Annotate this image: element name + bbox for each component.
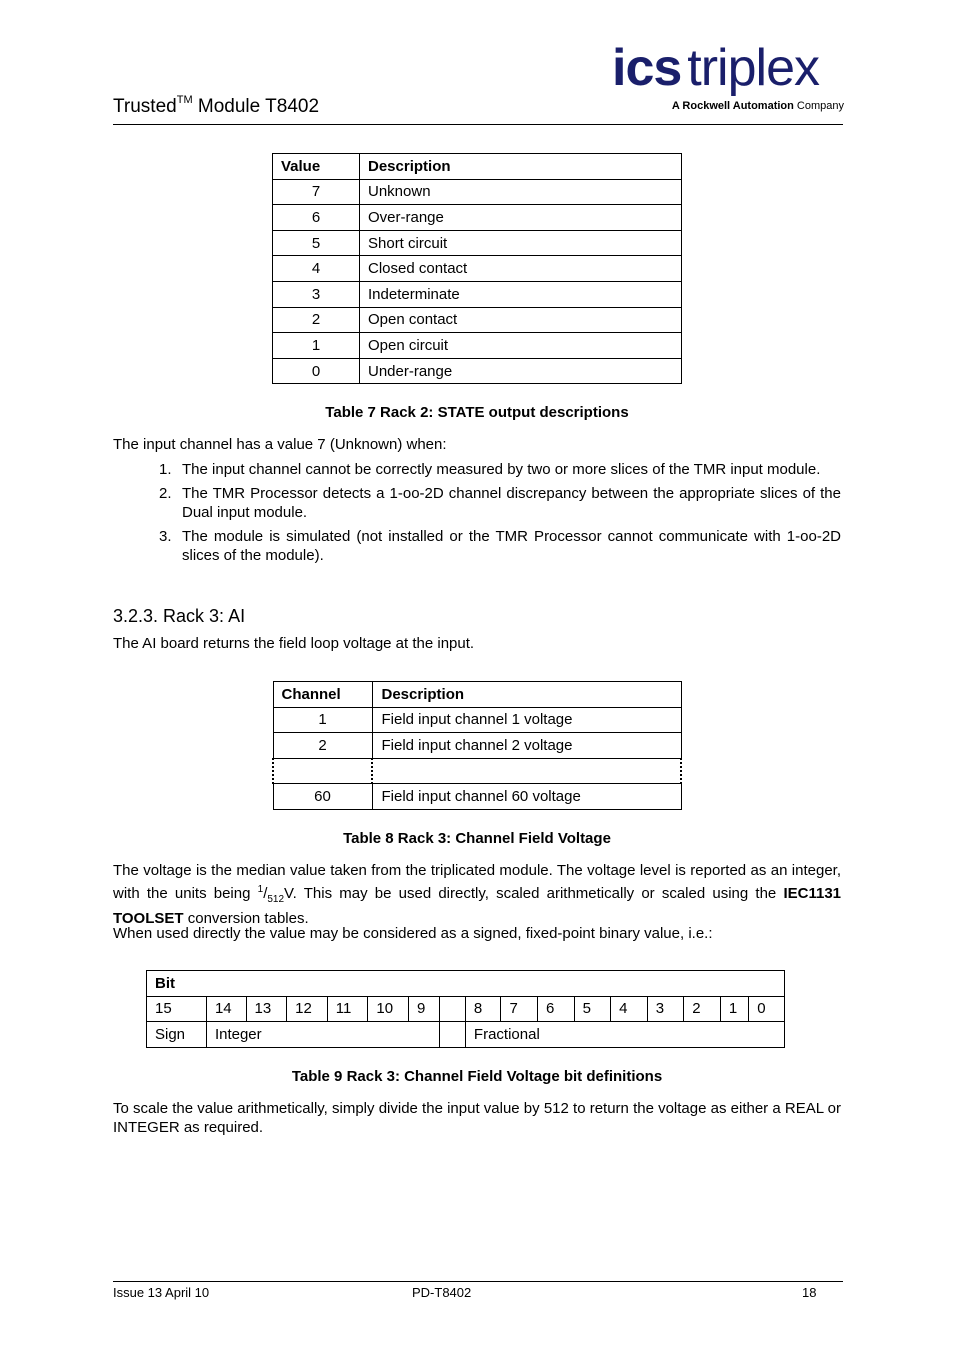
bit-cell: 1: [720, 996, 748, 1022]
logo-triplex-text: triplex: [687, 39, 820, 97]
description-cell: Field input channel 60 voltage: [372, 784, 681, 810]
bit-cell: 4: [611, 996, 648, 1022]
value-cell: 1: [273, 333, 360, 359]
value-cell: 6: [273, 205, 360, 231]
unknown-conditions-list: [159, 460, 841, 570]
scale-paragraph: To scale the value arithmetically, simply divide the input value by 512 to return the voltage as either a REAL or INTEGER as required.: [113, 1100, 841, 1136]
bit-cell: 13: [246, 996, 287, 1022]
value-cell: 0: [273, 358, 360, 384]
table-header-row: [273, 154, 682, 180]
footer-page-number: 18: [802, 1285, 817, 1300]
column-header: Description: [372, 682, 681, 708]
bit-cell: 11: [327, 996, 368, 1022]
footer-rule: [113, 1281, 843, 1282]
table-row: [273, 733, 681, 759]
table-row: [273, 307, 682, 333]
value-cell: 5: [273, 230, 360, 256]
description-cell: Closed contact: [360, 256, 682, 282]
table-header-row: [147, 971, 785, 997]
bit-cell: 5: [574, 996, 611, 1022]
table8-caption: Table 8 Rack 3: Channel Field Voltage: [343, 830, 611, 847]
ellipsis-row: [273, 758, 681, 784]
footer-doc-id: PD-T8402: [412, 1285, 472, 1300]
bit-spacer-cell: [439, 1022, 465, 1048]
integer-cell: Integer: [206, 1022, 439, 1048]
page-header-title: Trusted™ Module T8402: [113, 94, 320, 117]
channel-cell: 1: [273, 707, 372, 733]
intro-paragraph: The input channel has a value 7 (Unknown) when:: [113, 436, 447, 453]
bit-cell: 15: [147, 996, 207, 1022]
bit-cell: 10: [368, 996, 409, 1022]
bit-spacer-cell: [439, 996, 465, 1022]
table-row: [273, 281, 682, 307]
description-cell: Field input channel 1 voltage: [372, 707, 681, 733]
bit-cell: 9: [409, 996, 439, 1022]
value-cell: 2: [273, 307, 360, 333]
header-rule: [113, 124, 843, 125]
column-header: Description: [360, 154, 682, 180]
description-cell: Over-range: [360, 205, 682, 231]
description-cell: Under-range: [360, 358, 682, 384]
table7-caption: Table 7 Rack 2: STATE output descriptions: [325, 404, 629, 421]
direct-use-paragraph: When used directly the value may be considered as a signed, fixed-point binary value, i.e.:: [113, 925, 713, 942]
channel-cell: 2: [273, 733, 372, 759]
table9-caption: Table 9 Rack 3: Channel Field Voltage bit definitions: [291, 1068, 663, 1085]
logo-ics-text: ics: [612, 39, 682, 97]
table-row: [273, 205, 682, 231]
state-output-table: [272, 153, 682, 384]
section-heading: 3.2.3. Rack 3: AI: [113, 606, 246, 626]
voltage-paragraph: The voltage is the median value taken from the triplicated module. The voltage level is reported as an integer, with the units being $^1/_{512}V$. This may be used directly, scaled arithmetically or scaled using the IEC1131 TOOLSET conversion tables.: [113, 862, 841, 927]
description-cell: Unknown: [360, 179, 682, 205]
list-item: 2. The TMR Processor detects a 1-oo-2D channel discrepancy between the appropriate slices of the Dual input module.: [159, 485, 841, 521]
channel-cell: 60: [273, 784, 372, 810]
bit-definition-table: [146, 970, 785, 1048]
table-row: [273, 358, 682, 384]
table-header-row: [273, 682, 681, 708]
bit-cell: 6: [538, 996, 575, 1022]
bit-cell: 8: [465, 996, 501, 1022]
bit-cell: 3: [647, 996, 684, 1022]
list-item: 1. The input channel cannot be correctly measured by two or more slices of the TMR input module.: [159, 461, 821, 478]
description-cell: Open circuit: [360, 333, 682, 359]
description-cell: Indeterminate: [360, 281, 682, 307]
bit-header: Bit: [147, 971, 785, 997]
bit-cell: 14: [206, 996, 246, 1022]
list-item: 3. The module is simulated (not installed or the TMR Processor cannot communicate with 1-oo-2D slices of the module).: [159, 528, 841, 564]
table-row: [273, 256, 682, 282]
trademark-superscript: TM: [176, 94, 193, 106]
ics-triplex-logo: [612, 40, 844, 112]
value-cell: 3: [273, 281, 360, 307]
table-row: [273, 230, 682, 256]
description-cell: Short circuit: [360, 230, 682, 256]
table-row: [273, 784, 681, 810]
bit-number-row: [147, 996, 785, 1022]
channel-voltage-table: [272, 681, 682, 810]
table-row: [273, 333, 682, 359]
bit-cell: 2: [684, 996, 721, 1022]
bit-cell: 12: [287, 996, 328, 1022]
column-header: Channel: [273, 682, 372, 708]
bit-meaning-row: [147, 1022, 785, 1048]
table-row: [273, 707, 681, 733]
column-header: Value: [273, 154, 360, 180]
table-row: [273, 179, 682, 205]
fractional-cell: Fractional: [465, 1022, 784, 1048]
logo-tagline: A Rockwell Automation Company: [671, 100, 844, 112]
description-cell: Open contact: [360, 307, 682, 333]
sign-cell: Sign: [147, 1022, 207, 1048]
footer-issue: Issue 13 April 10: [113, 1285, 210, 1300]
description-cell: Field input channel 2 voltage: [372, 733, 681, 759]
bit-cell: 0: [749, 996, 785, 1022]
toolset-name: IEC1131 TOOLSET: [113, 885, 841, 927]
bit-cell: 7: [501, 996, 538, 1022]
section-intro: The AI board returns the field loop voltage at the input.: [113, 635, 475, 652]
value-cell: 4: [273, 256, 360, 282]
value-cell: 7: [273, 179, 360, 205]
